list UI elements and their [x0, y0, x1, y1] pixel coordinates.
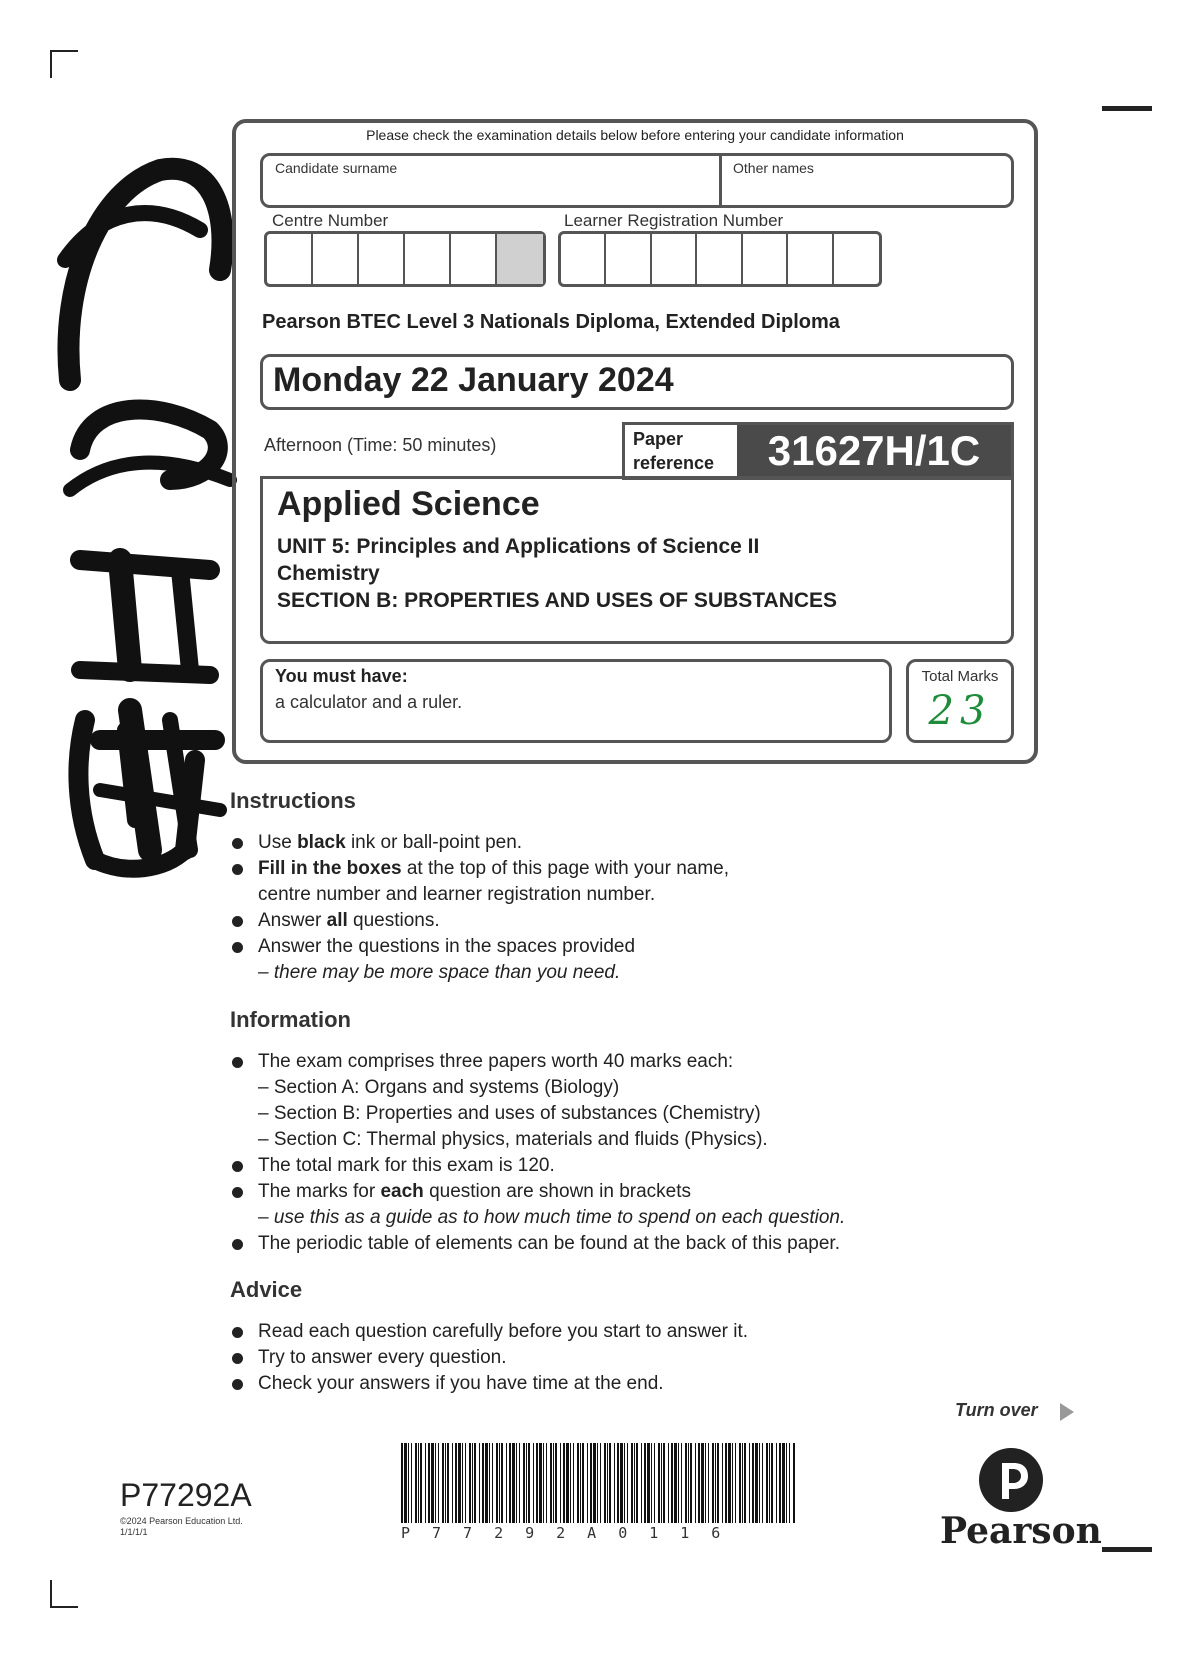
learner-registration-cell[interactable] — [561, 234, 606, 284]
barcode-bar — [755, 1443, 758, 1523]
barcode-bar — [668, 1443, 669, 1523]
learner-registration-cell[interactable] — [606, 234, 651, 284]
barcode-bar — [786, 1443, 787, 1523]
barcode-bar — [681, 1443, 682, 1523]
crop-mark-top-left-v — [50, 50, 52, 78]
barcode-bar — [607, 1443, 608, 1523]
barcode-bar — [600, 1443, 601, 1523]
information-heading: Information — [230, 1007, 351, 1032]
subject-section: SECTION B: PROPERTIES AND USES OF SUBSTANCES — [277, 589, 838, 612]
barcode-bar — [528, 1443, 530, 1523]
crop-mark-bottom-left-v — [50, 1580, 52, 1608]
barcode-bar — [526, 1443, 527, 1523]
barcode-text: P77292A0116 — [401, 1524, 743, 1542]
barcode-bar — [418, 1443, 419, 1523]
barcode-bar — [725, 1443, 727, 1523]
information-list — [230, 1049, 1010, 1257]
crop-mark-top-right — [1102, 106, 1152, 111]
paper-reference-box — [622, 422, 1014, 480]
learner-registration-cell[interactable] — [834, 234, 879, 284]
information-item: The exam comprises three papers worth 40 marks each: – Section A: Organs and systems (Biology) – Section B: Properties and uses of substances (Chemistry) – Section C: Thermal physics, materials and fluids (Physics). — [230, 1049, 1010, 1153]
barcode-bar — [563, 1443, 565, 1523]
barcode-bar — [728, 1443, 731, 1523]
barcode-bar — [749, 1443, 750, 1523]
barcode-bar — [408, 1443, 409, 1523]
subject-unit: UNIT 5: Principles and Applications of Science II — [277, 535, 760, 558]
barcode-bar — [614, 1443, 615, 1523]
paper-code: P77292A — [120, 1477, 252, 1513]
barcode-bar — [617, 1443, 619, 1523]
copyright-line: 1/1/1/1 — [120, 1527, 148, 1537]
barcode-bar — [732, 1443, 733, 1523]
subject-title: Applied Science — [277, 485, 540, 523]
learner-registration-cell[interactable] — [697, 234, 742, 284]
barcode-bar — [688, 1443, 689, 1523]
barcode-bar — [566, 1443, 569, 1523]
advice-list — [230, 1319, 1010, 1397]
advice-heading: Advice — [230, 1277, 303, 1302]
centre-number-shaded-cell — [497, 234, 543, 284]
barcode-bar — [631, 1443, 633, 1523]
barcode-bar — [420, 1443, 422, 1523]
barcode-bar — [766, 1443, 768, 1523]
centre-number-cell[interactable] — [313, 234, 359, 284]
learner-registration-boxes[interactable] — [558, 231, 882, 287]
barcode-bar — [539, 1443, 542, 1523]
crop-mark-bottom-left-h — [50, 1606, 78, 1608]
subject-box — [260, 476, 1014, 644]
barcode-bar — [636, 1443, 638, 1523]
barcode-bar — [604, 1443, 606, 1523]
barcode-icon — [401, 1443, 797, 1523]
learner-registration-cell[interactable] — [743, 234, 788, 284]
barcode-bar — [474, 1443, 476, 1523]
exam-date: Monday 22 January 2024 — [273, 361, 674, 399]
barcode-bar — [582, 1443, 584, 1523]
instructions-heading: Instructions — [230, 788, 356, 813]
advice-item: Read each question carefully before you start to answer it. — [230, 1319, 1010, 1345]
exam-session: Afternoon (Time: 50 minutes) — [264, 435, 497, 455]
information-item: The periodic table of elements can be found at the back of this paper. — [230, 1231, 1010, 1257]
crop-mark-top-left-h — [50, 50, 78, 52]
barcode-bar — [573, 1443, 574, 1523]
pearson-wordmark: Pearson — [940, 1510, 1102, 1552]
barcode-bar — [776, 1443, 777, 1523]
barcode-bar — [492, 1443, 493, 1523]
barcode-bar — [496, 1443, 498, 1523]
barcode-bar — [489, 1443, 490, 1523]
learner-registration-cell[interactable] — [788, 234, 833, 284]
barcode-bar — [472, 1443, 473, 1523]
barcode-bar — [742, 1443, 743, 1523]
total-marks-value: 23 — [928, 688, 992, 734]
barcode-bar — [624, 1443, 625, 1523]
barcode-bar — [620, 1443, 623, 1523]
barcode-bar — [752, 1443, 754, 1523]
barcode-bar — [428, 1443, 430, 1523]
barcode-bar — [671, 1443, 673, 1523]
barcode-bar — [647, 1443, 650, 1523]
barcode-bar — [455, 1443, 457, 1523]
barcode-bar — [516, 1443, 517, 1523]
barcode-bar — [651, 1443, 652, 1523]
centre-number-cell[interactable] — [451, 234, 497, 284]
pearson-logo-icon — [978, 1447, 1044, 1513]
barcode-bar — [447, 1443, 449, 1523]
barcode-bar — [661, 1443, 662, 1523]
barcode-bar — [401, 1443, 403, 1523]
name-fields-divider — [719, 156, 722, 205]
barcode-bar — [674, 1443, 677, 1523]
barcode-bar — [698, 1443, 700, 1523]
barcode-bar — [442, 1443, 444, 1523]
centre-number-cell[interactable] — [267, 234, 313, 284]
centre-number-label: Centre Number — [272, 211, 389, 230]
barcode-bar — [425, 1443, 426, 1523]
barcode-bar — [411, 1443, 412, 1523]
barcode-bar — [519, 1443, 520, 1523]
barcode-bar — [452, 1443, 453, 1523]
barcode-bar — [627, 1443, 628, 1523]
must-have-text: a calculator and a ruler. — [275, 692, 463, 712]
barcode-bar — [479, 1443, 480, 1523]
learner-registration-label: Learner Registration Number — [564, 211, 784, 230]
barcode-bar — [536, 1443, 538, 1523]
barcode-bar — [658, 1443, 660, 1523]
turn-over-arrow-icon — [1060, 1403, 1074, 1421]
candidate-info-panel — [232, 119, 1038, 764]
barcode-bar — [485, 1443, 488, 1523]
centre-number-cell[interactable] — [405, 234, 451, 284]
barcode-bar — [550, 1443, 552, 1523]
barcode-bar — [779, 1443, 781, 1523]
barcode-bar — [462, 1443, 463, 1523]
barcode-bar — [512, 1443, 515, 1523]
barcode-bar — [712, 1443, 714, 1523]
barcode-bar — [597, 1443, 598, 1523]
barcode-bar — [735, 1443, 736, 1523]
check-details-note: Please check the examination details below before entering your candidate information — [366, 127, 904, 143]
barcode-bar — [523, 1443, 525, 1523]
barcode-bar — [404, 1443, 407, 1523]
barcode-bar — [533, 1443, 534, 1523]
barcode-bar — [708, 1443, 709, 1523]
barcode-bar — [499, 1443, 500, 1523]
barcode-bar — [438, 1443, 439, 1523]
handwritten-five — [55, 700, 215, 890]
barcode-bar — [715, 1443, 716, 1523]
barcode-bar — [593, 1443, 596, 1523]
barcode-bar — [769, 1443, 770, 1523]
barcode-bar — [506, 1443, 507, 1523]
centre-number-boxes[interactable] — [264, 231, 546, 287]
barcode-bar — [663, 1443, 665, 1523]
instruction-item: Answer all questions. — [230, 908, 1010, 934]
barcode-bar — [722, 1443, 723, 1523]
other-names-label: Other names — [733, 160, 814, 176]
barcode-bar — [695, 1443, 696, 1523]
barcode-bar — [546, 1443, 547, 1523]
barcode-bar — [590, 1443, 592, 1523]
barcode-bar — [580, 1443, 581, 1523]
total-marks-label: Total Marks — [921, 668, 999, 685]
barcode-bar — [782, 1443, 785, 1523]
advice-item: Try to answer every question. — [230, 1345, 1010, 1371]
barcode-bar — [717, 1443, 719, 1523]
advice-item: Check your answers if you have time at the end. — [230, 1371, 1010, 1397]
barcode-bar — [609, 1443, 611, 1523]
barcode-bar — [634, 1443, 635, 1523]
information-item: The total mark for this exam is 120. — [230, 1153, 1010, 1179]
barcode-bar — [435, 1443, 436, 1523]
barcode-bar — [587, 1443, 588, 1523]
barcode-bar — [701, 1443, 704, 1523]
instruction-item: Answer the questions in the spaces provided – there may be more space than you need. — [230, 934, 1010, 986]
exam-date-box — [260, 354, 1014, 410]
barcode-bar — [759, 1443, 760, 1523]
barcode-bar — [458, 1443, 461, 1523]
paper-reference-code: 31627H/1C — [767, 427, 981, 474]
name-fields-box — [260, 153, 1014, 208]
barcode-bar — [641, 1443, 642, 1523]
barcode-bar — [465, 1443, 466, 1523]
barcode-bar — [415, 1443, 417, 1523]
barcode-bar — [482, 1443, 484, 1523]
barcode-bar — [577, 1443, 579, 1523]
instructions-list — [230, 830, 1010, 986]
barcode-bar — [762, 1443, 763, 1523]
barcode-bar — [560, 1443, 561, 1523]
paper-reference-label: Paper reference — [625, 425, 737, 477]
must-have-heading: You must have: — [275, 666, 408, 686]
barcode-bar — [501, 1443, 503, 1523]
centre-number-cell[interactable] — [359, 234, 405, 284]
copyright-line: ©2024 Pearson Education Ltd. — [120, 1516, 243, 1526]
barcode-bar — [789, 1443, 790, 1523]
barcode-bar — [690, 1443, 692, 1523]
barcode-bar — [739, 1443, 741, 1523]
barcode-bar — [678, 1443, 679, 1523]
barcode-bar — [644, 1443, 646, 1523]
qualification-title: Pearson BTEC Level 3 Nationals Diploma, Extended Diploma — [262, 311, 840, 333]
barcode-bar — [654, 1443, 655, 1523]
barcode-bar — [445, 1443, 446, 1523]
barcode-bar — [793, 1443, 795, 1523]
total-marks-box — [906, 659, 1014, 743]
candidate-surname-label: Candidate surname — [275, 160, 398, 176]
barcode-bar — [744, 1443, 746, 1523]
information-item: The marks for each question are shown in brackets – use this as a guide as to how much time to spend on each question. — [230, 1179, 1010, 1231]
barcode-bar — [431, 1443, 434, 1523]
instruction-item: Use black ink or ball-point pen. — [230, 830, 1010, 856]
barcode-bar — [570, 1443, 571, 1523]
barcode-bar — [685, 1443, 687, 1523]
barcode-bar — [509, 1443, 511, 1523]
barcode-bar — [771, 1443, 773, 1523]
barcode-bar — [553, 1443, 554, 1523]
barcode-bar — [543, 1443, 544, 1523]
copyright — [120, 1516, 243, 1538]
subject-topic: Chemistry — [277, 562, 380, 585]
learner-registration-cell[interactable] — [652, 234, 697, 284]
barcode-bar — [555, 1443, 557, 1523]
crop-mark-bottom-right — [1102, 1547, 1152, 1552]
barcode-bar — [705, 1443, 706, 1523]
barcode-bar — [469, 1443, 471, 1523]
must-have-box — [260, 659, 892, 743]
turn-over-label: Turn over — [955, 1400, 1038, 1420]
instruction-item: Fill in the boxes at the top of this page with your name, centre number and learner registration number. — [230, 856, 1010, 908]
